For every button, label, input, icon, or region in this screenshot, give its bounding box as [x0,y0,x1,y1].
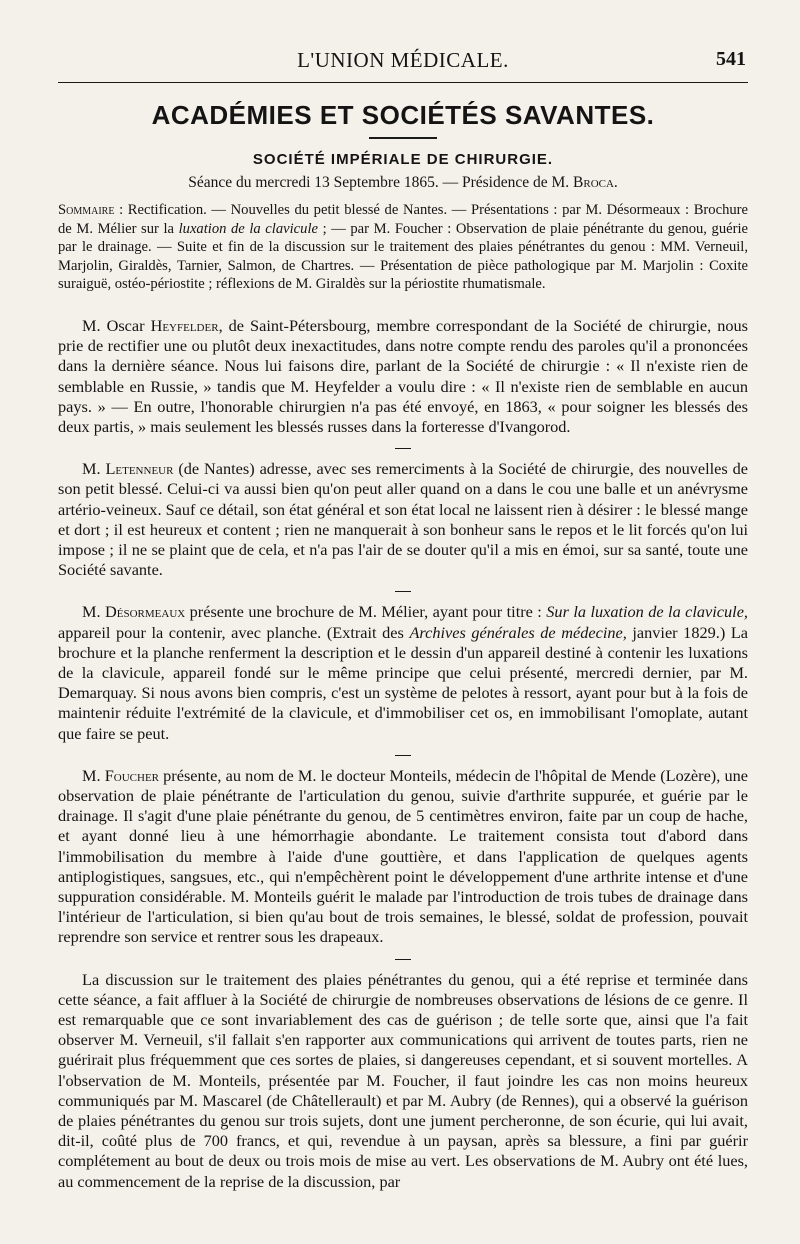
journal-reference: Archives générales de médecine, [409,622,627,642]
society-name: SOCIÉTÉ IMPÉRIALE DE CHIRURGIE. [252,151,554,168]
summary-text-2: ; — par M. Foucher : Observation de plaie pénétrante du genou, guérie par le drainage. — Suite et fin de la discussion sur le traitement des plaies pénétrantes du genou : MM. Verneuil, Marjolin, Giraldès, Tarnier, Salmon, de Chartres. — Présentation de pièce pathologique par M. Marjolin : Coxite suraiguë, ostéo-périostite ; réflexions de M. Giraldès sur la périostite rhumatismale. [58,220,748,293]
paragraph-discussion: La discussion sur le traitement des plaies pénétrantes du genou, qui a été reprise et terminée dans cette séance, a fait affluer à la Société de chirurgie de nombreuses observations de lésions de ce genre. Il est remarquable que ce sont invariablement des cas de guérison ; de telle sorte que, ainsi que l'a fait observer M. Verneuil, s'il fallait s'en rapporter aux communications qui arrivent de toutes parts, rien ne guérirait plus fréquemment que ces sortes de plaies, si dangereuses cependant, et si souvent mortelles. A l'observation de M. Monteils, présentée par M. Foucher, il faut joindre les cas non moins heureux communiqués par M. Mascarel (de Châtellerault) et par M. Aubry (de Rennes), qui a observé la guérison de plaies pénétrantes du genou sur trois sujets, dont une jument percheronne, de son écurie, qui lui avait, dit-il, coûté plus de 700 francs, et qui, revendue à un paysan, après sa blessure, a fini par guérir complétement au bout de deux ou trois mois de mise au vert. Les observations de M. Aubry ont été lues, au commencement de la reprise de la discussion, par [58,969,748,1191]
paragraph-separator [395,448,411,449]
paragraph-prefix: M. [82,459,106,479]
running-head [58,48,748,76]
president-name: Broca. [573,174,618,191]
seance-line [58,174,748,192]
person-name: Heyfelder [150,315,219,335]
paragraph-text: (de Nantes) adresse, avec ses remerciments à la Société de chirurgie, des nouvelles de son petit blessé. Celui-ci va aussi bien qu'on peut aller quand on a dans le cou une balle et un anévrysme artério-veineux. Sauf ce détail, son état général et son état local ne laissent rien à désirer : le blessé mange et dort ; il est heureux et content ; rien ne manquerait à son bonheur sans le repos et le lit forcés qu'on lui impose ; il ne se plaint que de cela, et n'a pas l'air de se douter qu'il a mis en émoi, sur sa santé, toute une Société savante. [58,459,749,580]
section-title: ACADÉMIES ET SOCIÉTÉS SAVANTES. [151,100,655,130]
paragraph-heyfelder [58,316,748,437]
paragraph-text: présente, au nom de M. le docteur Monteils, médecin de l'hôpital de Mende (Lozère), une observation de plaie pénétrante de l'articulation du genou, suivie d'arthrite suppurée, et guérie par le drainage. Il s'agit d'une plaie pénétrante du genou, de 5 centimètres environ, faite par un coup de hache, et ayant donné lieu à une hémorrhagie abondante. Le traitement consista tout d'abord dans l'immobilisation du membre à l'aide d'une gouttière, et dans l'application de quelques agents antiplogistiques, sangsues, etc., qui n'empêchèrent point le développement d'une arthrite intense et d'une suppuration considérable. M. Monteils guérit le malade par l'introduction de trois tubes de drainage dans l'intérieur de l'articulation, si bien qu'au bout de trois semaines, le blessé, soldat de profession, pouvait reprendre son service et rentrer sous les drapeaux. [58,765,748,947]
person-name: Letenneur [105,459,174,479]
paragraph-foucher [58,766,748,948]
header-rule [58,82,748,83]
paragraph-prefix: M. Oscar [82,315,151,335]
paragraph-text: appareil pour la contenir, avec planche. (Extrait des [58,622,410,642]
paragraph-separator [395,755,411,756]
brochure-title: Sur la luxation de la clavicule, [546,602,748,622]
person-name: Foucher [104,765,159,785]
page-number: 541 [716,48,746,70]
summary [58,201,748,294]
summary-italic: luxation de la clavicule [178,220,318,237]
summary-text: : Rectification. — Nouvelles du petit blessé de Nantes. — Présentations : par M. Désormeaux : Brochure de M. Mélier sur la [58,202,748,237]
seance-text: Séance du mercredi 13 Septembre 1865. — Présidence de M. [188,174,574,191]
paragraph-desormeaux [58,602,748,743]
paragraph-letenneur [58,459,748,580]
paragraph-text: présente une brochure de M. Mélier, ayant pour titre : [185,602,547,622]
summary-lead: Sommaire [58,202,115,218]
paragraph-prefix: M. [82,602,105,622]
paragraph-prefix: M. [82,765,105,785]
journal-title: L'UNION MÉDICALE. [297,48,509,72]
paragraph-separator [395,591,411,592]
paragraph-separator [395,959,411,960]
paragraph-text: janvier 1829.) La brochure et la planche renferment la description et le dessin d'un appareil destiné à contenir les luxations de la clavicule, appareil fondé sur le même principe que celui présenté, mercredi dernier, par M. Demarquay. Si nous avons bien compris, c'est un système de pelotes à ressort, ayant pour but à la fois de maintenir réduite l'extrémité de la clavicule, et d'immobiliser cet os, en immobilisant l'omoplate, autant que faire se peut. [58,622,748,743]
person-name: Désormeaux [105,602,186,622]
title-divider [369,137,437,139]
paragraph-text: , de Saint-Pétersbourg, membre correspondant de la Société de chirurgie, nous prie de rectifier une ou plutôt deux inexactitudes, dans notre compte rendu des paroles qu'il a prononcées dans la dernière séance. Nous lui faisons dire, parlant de la Société de chirurgie : « Il n'existe rien de semblable en Russie, » tandis que M. Heyfelder a voulu dire : « Il n'existe rien de semblable en aucun pays. » — En outre, l'honorable chirurgien n'a pas été envoyé, en 1863, « pour soigner les blessés des deux partis, » mais seulement les blessés russes dans la forteresse d'Ivangorod. [58,315,748,436]
